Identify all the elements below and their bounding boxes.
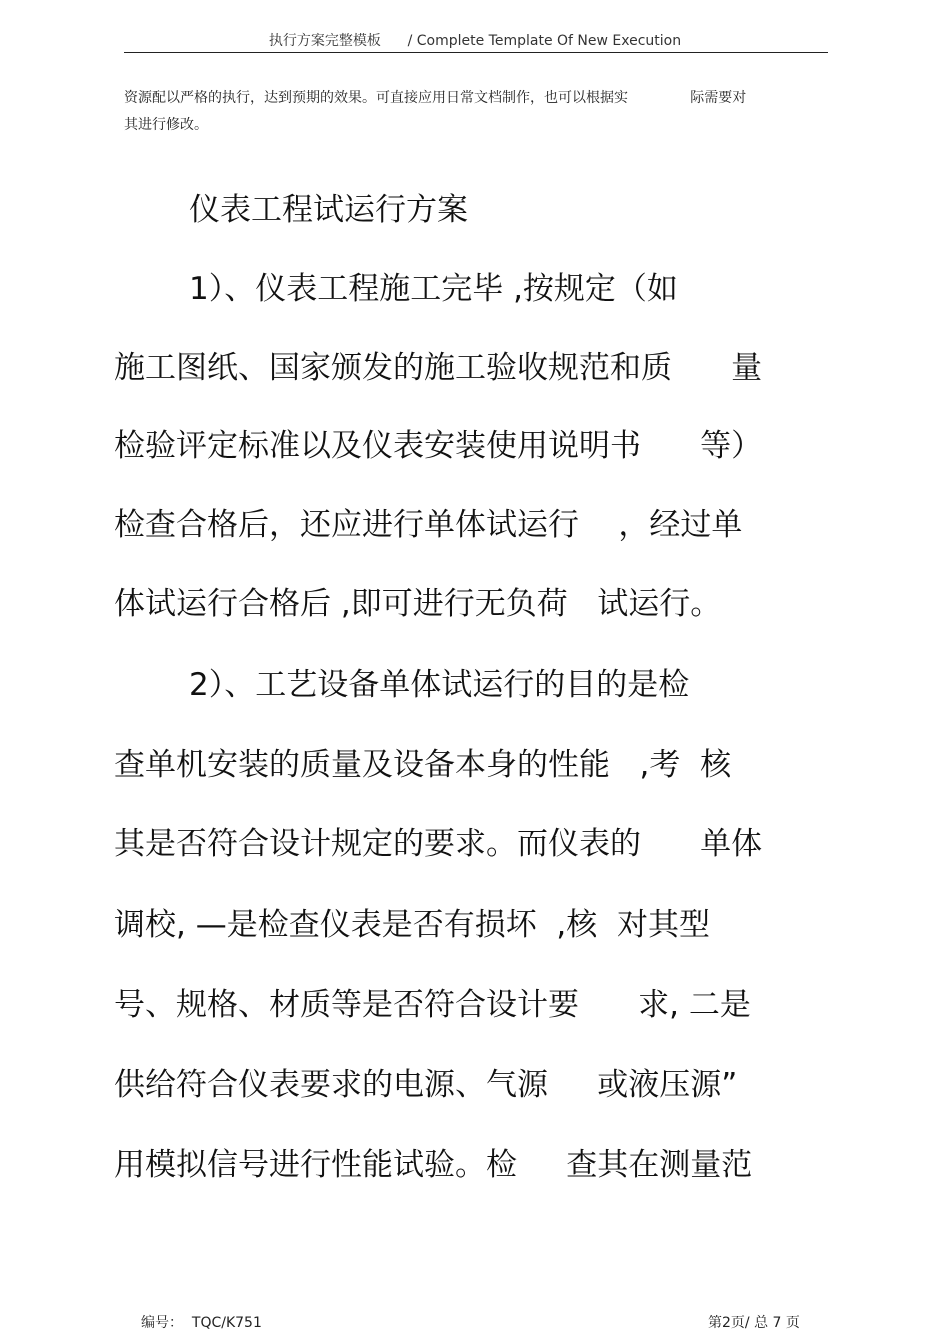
- body-line-12: 用模拟信号进行性能试验。检 查其在测量范: [114, 1147, 753, 1183]
- intro-line-2: 其进行修改。: [124, 117, 208, 133]
- intro-line-1: 资源配以严格的执行，达到预期的效果。可直接应用日常文档制作，也可以根据实 际需要对: [124, 90, 747, 106]
- body-line-1: 1）、仪表工程施工完毕 ,按规定（如: [189, 271, 678, 307]
- body-line-10: 号、规格、材质等是否符合设计要 求, 二是: [114, 987, 751, 1023]
- body-line-11: 供给符合仪表要求的电源、气源 或液压源”: [114, 1067, 738, 1103]
- body-line-4: 检查合格后，还应进行单体试运行 ，经过单: [114, 507, 743, 543]
- footer-page-number: 第2页/ 总 7 页: [708, 1315, 800, 1331]
- body-line-2: 施工图纸、国家颁发的施工验收规范和质 量: [114, 350, 763, 386]
- body-line-9: 调校, —是检查仪表是否有损坏 ,核 对其型: [114, 907, 710, 943]
- body-line-7: 查单机安装的质量及设备本身的性能 ,考 核: [114, 747, 732, 783]
- footer-doc-code: 编号： TQC/K751: [141, 1315, 262, 1331]
- body-line-3: 检验评定标准以及仪表安装使用说明书 等）: [114, 428, 763, 464]
- header-rule: [124, 52, 828, 53]
- body-line-5: 体试运行合格后 ,即可进行无负荷 试运行。: [114, 586, 722, 622]
- document-title: 仪表工程试运行方案: [189, 192, 468, 228]
- body-line-8: 其是否符合设计规定的要求。而仪表的 单体: [114, 826, 763, 862]
- body-line-6: 2）、工艺设备单体试运行的目的是检: [189, 667, 690, 703]
- page-header: 执行方案完整模板 / Complete Template Of New Execution: [268, 33, 682, 49]
